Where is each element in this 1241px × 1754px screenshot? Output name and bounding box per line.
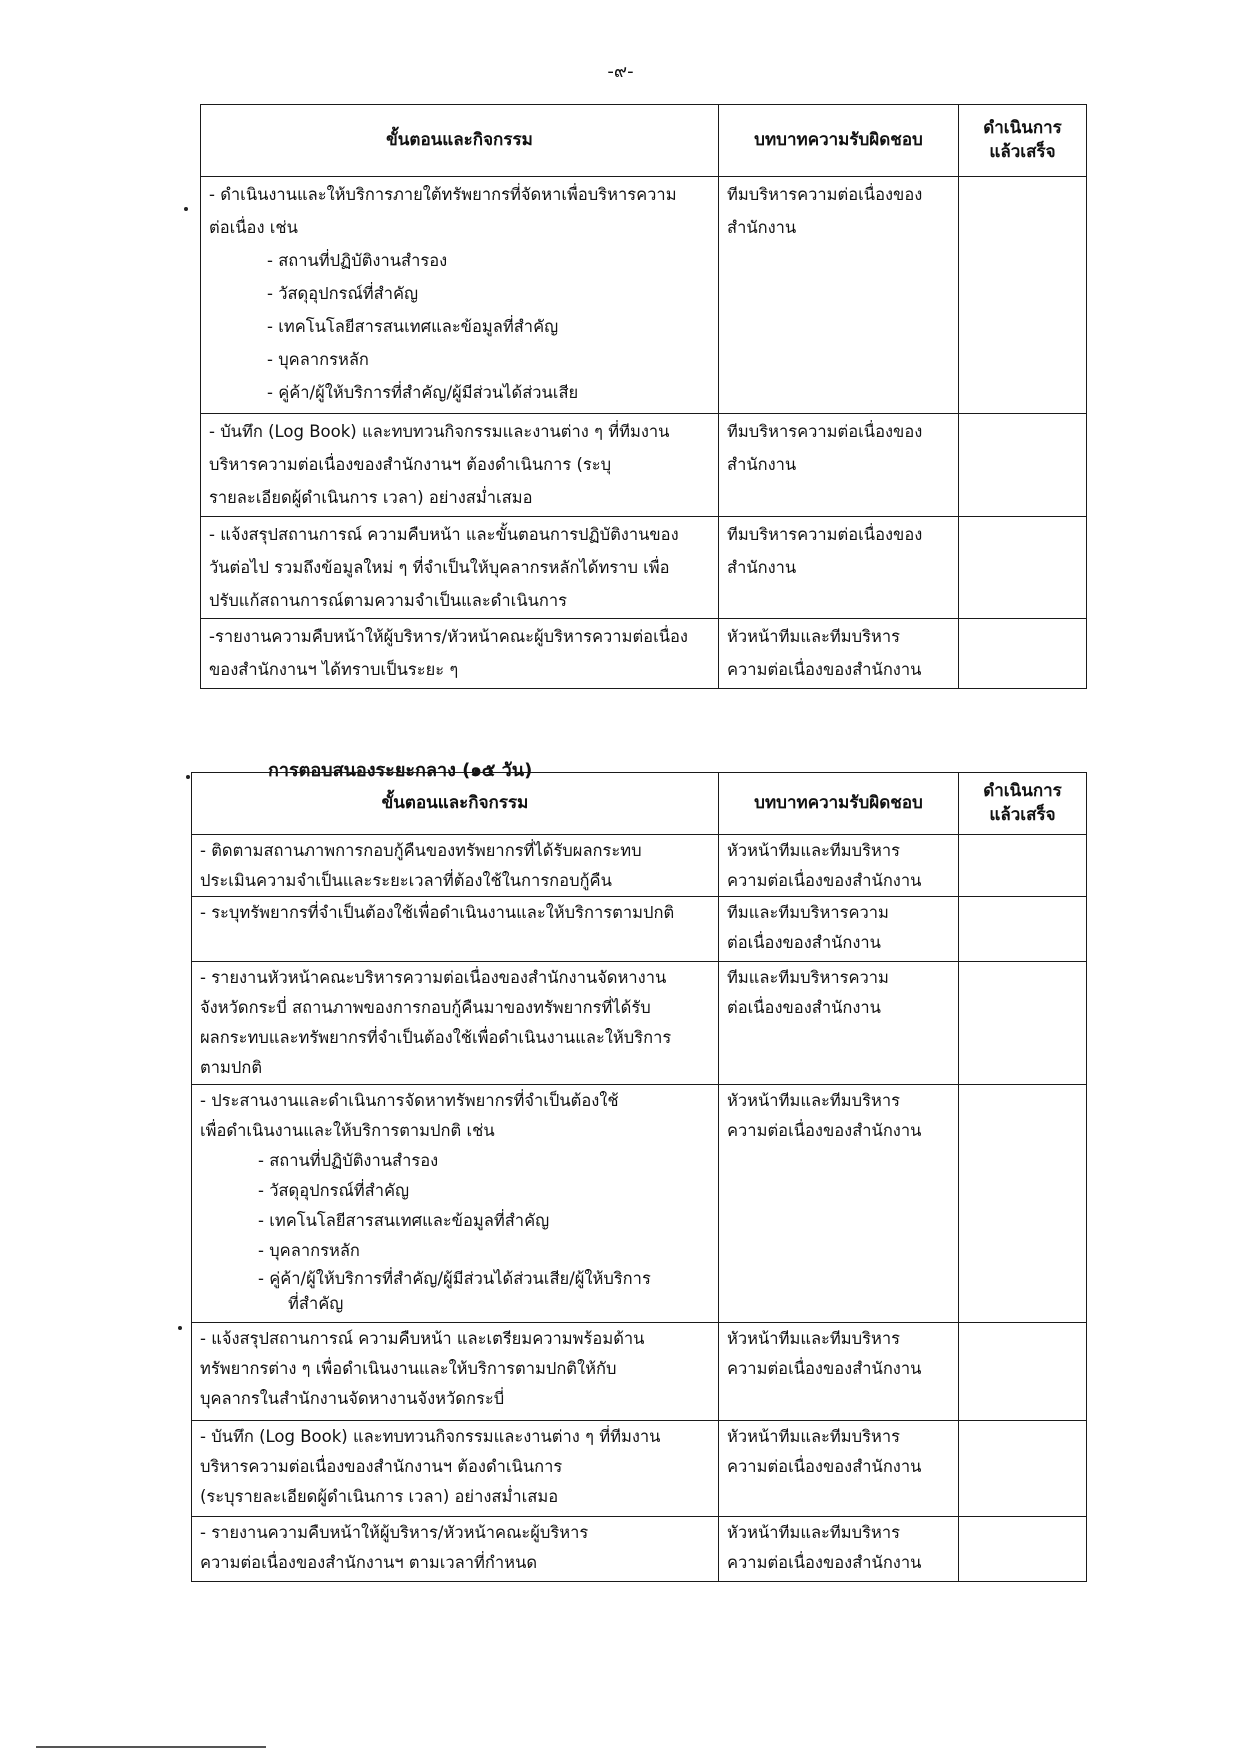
table-row <box>201 414 1087 517</box>
activity-line: บริหารความต่อเนื่องของสำนักงานฯ ต้องดำเนินการ <box>200 1457 563 1476</box>
scan-speck <box>178 1326 182 1330</box>
responsibility-cell: ทีมบริหารความต่อเนื่องของ สำนักงาน <box>719 177 959 414</box>
activity-line: ตามปกติ <box>200 1058 263 1077</box>
table-row <box>201 619 1087 689</box>
activity-line: บุคลากรในสำนักงานจัดหางานจังหวัดกระบี่ <box>200 1389 505 1408</box>
activity-cell <box>192 1085 719 1323</box>
activity-line: ต่อเนื่อง เช่น <box>209 218 298 237</box>
activity-line: - รายงานหัวหน้าคณะบริหารความต่อเนื่องของสำนักงานจัดหางาน <box>200 968 667 987</box>
done-checkbox-cell[interactable] <box>959 177 1087 414</box>
activity-cell <box>192 1323 719 1421</box>
responsibility-cell: ทีมบริหารความต่อเนื่องของ สำนักงาน <box>719 414 959 517</box>
activity-line: เพื่อดำเนินงานและให้บริการตามปกติ เช่น <box>200 1121 495 1140</box>
activity-line: - ประสานงานและดำเนินการจัดหาทรัพยากรที่จำเป็นต้องใช้ <box>200 1091 619 1110</box>
header-responsibility: บทบาทความรับผิดชอบ <box>719 105 959 177</box>
table-header-row <box>201 105 1087 177</box>
activity-subitem: - คู่ค้า/ผู้ให้บริการที่สำคัญ/ผู้มีส่วนได้ส่วนเสีย <box>267 383 579 402</box>
activity-line: บริหารความต่อเนื่องของสำนักงานฯ ต้องดำเนินการ (ระบุ <box>209 455 612 474</box>
responsibility-cell: หัวหน้าทีมและทีมบริหาร ความต่อเนื่องของสำนักงาน <box>719 1085 959 1323</box>
done-checkbox-cell[interactable] <box>959 517 1087 619</box>
activity-line: วันต่อไป รวมถึงข้อมูลใหม่ ๆ ที่จำเป็นให้บุคลากรหลักได้ทราบ เพื่อ <box>209 558 670 577</box>
activity-line: - บันทึก (Log Book) และทบทวนกิจกรรมและงานต่าง ๆ ที่ทีมงาน <box>200 1427 661 1446</box>
table-row <box>192 1421 1087 1517</box>
done-checkbox-cell[interactable] <box>959 619 1087 689</box>
activity-subitem: - บุคลากรหลัก <box>267 350 369 369</box>
activity-cell <box>192 897 719 962</box>
table-row <box>192 835 1087 897</box>
done-checkbox-cell[interactable] <box>959 962 1087 1085</box>
done-checkbox-cell[interactable] <box>959 1421 1087 1517</box>
done-checkbox-cell[interactable] <box>959 1517 1087 1582</box>
responsibility-cell: หัวหน้าทีมและทีมบริหาร ความต่อเนื่องของสำนักงาน <box>719 1421 959 1517</box>
responsibility-cell: ทีมบริหารความต่อเนื่องของ สำนักงาน <box>719 517 959 619</box>
activity-line: ปรับแก้สถานการณ์ตามความจำเป็นและดำเนินการ <box>209 591 567 610</box>
table-row <box>201 177 1087 414</box>
activity-subitem: - สถานที่ปฏิบัติงานสำรอง <box>267 251 448 270</box>
scan-speck <box>184 207 188 211</box>
section-heading-medium-term: การตอบสนองระยะกลาง (๑๕ วัน) <box>268 760 533 781</box>
activity-subitem: - คู่ค้า/ผู้ให้บริการที่สำคัญ/ผู้มีส่วนได้ส่วนเสีย/ผู้ให้บริการ <box>258 1269 651 1288</box>
activity-line: - รายงานความคืบหน้าให้ผู้บริหาร/หัวหน้าคณะผู้บริหาร <box>200 1523 589 1542</box>
activity-line: - แจ้งสรุปสถานการณ์ ความคืบหน้า และเตรียมความพร้อมด้าน <box>200 1329 645 1348</box>
header-done: ดำเนินการ แล้วเสร็จ <box>959 773 1087 835</box>
header-responsibility: บทบาทความรับผิดชอบ <box>719 773 959 835</box>
activity-cell <box>192 835 719 897</box>
activity-cell <box>201 619 719 689</box>
activity-line: -รายงานความคืบหน้าให้ผู้บริหาร/หัวหน้าคณะผู้บริหารความต่อเนื่อง <box>209 627 688 646</box>
activity-line: - ระบุทรัพยากรที่จำเป็นต้องใช้เพื่อดำเนินงานและให้บริการตามปกติ <box>200 903 675 922</box>
activity-line: - บันทึก (Log Book) และทบทวนกิจกรรมและงานต่าง ๆ ที่ทีมงาน <box>209 422 670 441</box>
activity-subitem: - วัสดุอุปกรณ์ที่สำคัญ <box>267 284 419 303</box>
done-checkbox-cell[interactable] <box>959 897 1087 962</box>
responsibility-cell: หัวหน้าทีมและทีมบริหาร ความต่อเนื่องของสำนักงาน <box>719 1323 959 1421</box>
activity-cell <box>192 1421 719 1517</box>
table-row <box>192 1085 1087 1323</box>
table-row <box>192 1517 1087 1582</box>
responsibility-cell: หัวหน้าทีมและทีมบริหาร ความต่อเนื่องของสำนักงาน <box>719 1517 959 1582</box>
activity-subitem: - เทคโนโลยีสารสนเทศและข้อมูลที่สำคัญ <box>258 1211 550 1230</box>
done-checkbox-cell[interactable] <box>959 1085 1087 1323</box>
activity-line: - แจ้งสรุปสถานการณ์ ความคืบหน้า และขั้นตอนการปฏิบัติงานของ <box>209 525 679 544</box>
table-medium-term-response <box>191 772 1087 1582</box>
activity-line: ความต่อเนื่องของสำนักงานฯ ตามเวลาที่กำหนด <box>200 1553 538 1572</box>
table-row <box>192 962 1087 1085</box>
header-steps: ขั้นตอนและกิจกรรม <box>192 773 719 835</box>
activity-cell <box>192 962 719 1085</box>
responsibility-cell: หัวหน้าทีมและทีมบริหาร ความต่อเนื่องของสำนักงาน <box>719 619 959 689</box>
activity-line: ของสำนักงานฯ ได้ทราบเป็นระยะ ๆ <box>209 660 459 679</box>
activity-cell <box>192 1517 719 1582</box>
activity-line: ประเมินความจำเป็นและระยะเวลาที่ต้องใช้ในการกอบกู้คืน <box>200 871 612 890</box>
table-row <box>192 897 1087 962</box>
table-row <box>201 517 1087 619</box>
activity-cell <box>201 414 719 517</box>
activity-cell <box>201 177 719 414</box>
done-checkbox-cell[interactable] <box>959 1323 1087 1421</box>
activity-line: ทรัพยากรต่าง ๆ เพื่อดำเนินงานและให้บริการตามปกติให้กับ <box>200 1359 617 1378</box>
scan-edge-line <box>36 1746 266 1748</box>
page-number: -๙- <box>607 61 634 82</box>
responsibility-cell: ทีมและทีมบริหารความ ต่อเนื่องของสำนักงาน <box>719 962 959 1085</box>
activity-line: รายละเอียดผู้ดำเนินการ เวลา) อย่างสม่ำเสมอ <box>209 488 533 507</box>
activity-line: (ระบุรายละเอียดผู้ดำเนินการ เวลา) อย่างสม่ำเสมอ <box>200 1487 559 1506</box>
activity-subitem: - สถานที่ปฏิบัติงานสำรอง <box>258 1151 439 1170</box>
activity-subitem: - บุคลากรหลัก <box>258 1241 360 1260</box>
activity-cell <box>201 517 719 619</box>
scan-speck <box>186 775 190 779</box>
table-row <box>192 1323 1087 1421</box>
responsibility-cell: ทีมและทีมบริหารความ ต่อเนื่องของสำนักงาน <box>719 897 959 962</box>
activity-line: จังหวัดกระบี่ สถานภาพของการกอบกู้คืนมาของทรัพยากรที่ได้รับ <box>200 998 651 1017</box>
header-done: ดำเนินการ แล้วเสร็จ <box>959 105 1087 177</box>
responsibility-cell: หัวหน้าทีมและทีมบริหาร ความต่อเนื่องของสำนักงาน <box>719 835 959 897</box>
activity-subitem-continuation: ที่สำคัญ <box>288 1294 344 1313</box>
activity-line: - ดำเนินงานและให้บริการภายใต้ทรัพยากรที่จัดหาเพื่อบริหารความ <box>209 185 677 204</box>
done-checkbox-cell[interactable] <box>959 414 1087 517</box>
activity-subitem: - เทคโนโลยีสารสนเทศและข้อมูลที่สำคัญ <box>267 317 559 336</box>
activity-subitem: - วัสดุอุปกรณ์ที่สำคัญ <box>258 1181 410 1200</box>
table-header-row <box>192 773 1087 835</box>
activity-line: ผลกระทบและทรัพยากรที่จำเป็นต้องใช้เพื่อดำเนินงานและให้บริการ <box>200 1028 672 1047</box>
done-checkbox-cell[interactable] <box>959 835 1087 897</box>
table-immediate-response <box>200 104 1087 689</box>
header-steps: ขั้นตอนและกิจกรรม <box>201 105 719 177</box>
activity-line: - ติดตามสถานภาพการกอบกู้คืนของทรัพยากรที่ได้รับผลกระทบ <box>200 841 642 860</box>
